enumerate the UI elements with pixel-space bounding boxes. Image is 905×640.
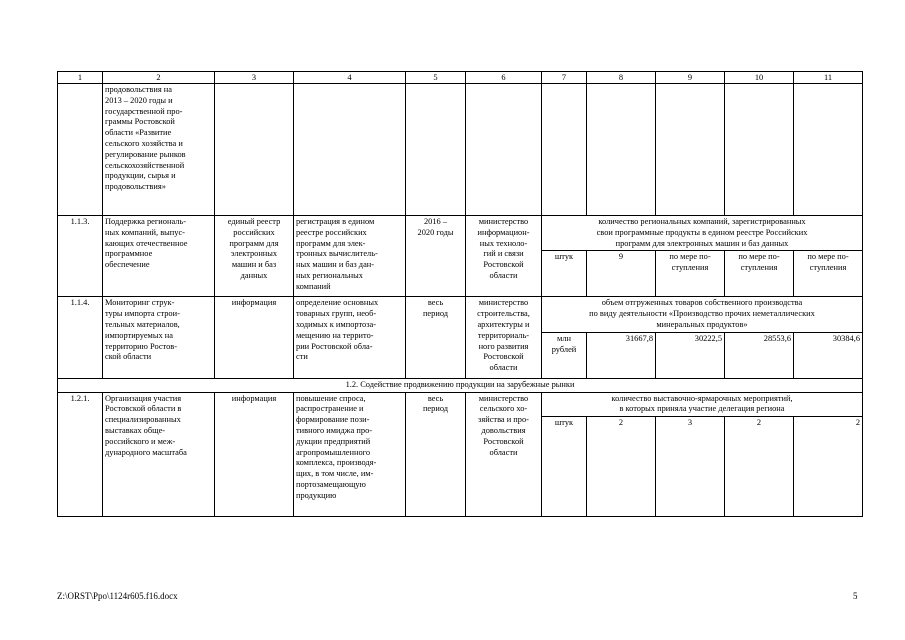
col-number-7: 7 <box>542 72 587 84</box>
indicator-name: количество выставочно-ярмарочных мероприятий, в которых приняла участие делегация региона <box>542 392 863 417</box>
continuation-text: продовольствия на 2013 – 2020 годы и государственной про- граммы Ростовской области «Развитие сельского хозяйства и регулирование рынков сельскохозяйственной продукции, сырья и продовольствия» <box>103 84 215 216</box>
col-number-11: 11 <box>794 72 863 84</box>
responsible: министерство строительства, архитектуры и территориаль- ного развития Ростовской области <box>466 297 542 378</box>
measure-name: Мониторинг струк- туры импорта строи- тельных материалов, импортируемых на территорию Ростов- ской области <box>103 297 215 378</box>
value-col-8: 9 <box>587 251 656 297</box>
measure-form: информация <box>215 297 294 378</box>
expected-result: регистрация в едином реестре российских программ для элек- тронных вычислитель- ных машин и баз дан- ных региональных компаний <box>294 216 406 297</box>
value-col-9: 30222,5 <box>656 332 725 378</box>
value-col-10: по мере по- ступления <box>725 251 794 297</box>
measure-form: единый реестр российских программ для электронных машин и баз данных <box>215 216 294 297</box>
value-col-11: по мере по- ступления <box>794 251 863 297</box>
measure-name: Поддержка региональ- ных компаний, выпус- кающих отечественное программное обеспечение <box>103 216 215 297</box>
period: 2016 – 2020 годы <box>406 216 466 297</box>
row-number: 1.2.1. <box>58 392 103 517</box>
col-number-6: 6 <box>466 72 542 84</box>
col-number-5: 5 <box>406 72 466 84</box>
row-number: 1.1.3. <box>58 216 103 297</box>
value-col-11: 2 <box>794 417 863 517</box>
section-title: 1.2. Содействие продвижению продукции на зарубежные рынки <box>58 378 863 392</box>
measure-form: информация <box>215 392 294 517</box>
program-table <box>57 71 863 517</box>
expected-result: повышение спроса, распространение и формирование пози- тивного имиджа про- дукции предприятий агропромышленного комплекса, производя- щих, в том числе, им- портозамещающую продукцию <box>294 392 406 517</box>
unit: млн рублей <box>542 332 587 378</box>
responsible: министерство информацион- ных техноло- гий и связи Ростовской области <box>466 216 542 297</box>
section-row <box>58 378 863 392</box>
indicator-name: объем отгруженных товаров собственного производства по виду деятельности «Производство прочих неметаллических минеральных продуктов» <box>542 297 863 332</box>
table-row-continuation <box>58 84 863 216</box>
unit: штук <box>542 417 587 517</box>
col-number-10: 10 <box>725 72 794 84</box>
value-col-11: 30384,6 <box>794 332 863 378</box>
row-number: 1.1.4. <box>58 297 103 378</box>
document-path: Z:\ORST\Ppo\1124r605.f16.docx <box>57 591 178 601</box>
value-col-10: 28553,6 <box>725 332 794 378</box>
indicator-name: количество региональных компаний, зарегистрированных свои программные продукты в едином реестре Российских программ для электронных машин и баз данных <box>542 216 863 251</box>
expected-result: определение основных товарных групп, необ- ходимых к импортоза- мещению на террито- рии Ростовской обла- сти <box>294 297 406 378</box>
column-number-row <box>58 72 863 84</box>
col-number-3: 3 <box>215 72 294 84</box>
unit: штук <box>542 251 587 297</box>
table-row-1-2-1 <box>58 392 863 417</box>
value-col-10: 2 <box>725 417 794 517</box>
responsible: министерство сельского хо- зяйства и про- довольствия Ростовской области <box>466 392 542 517</box>
value-col-8: 31667,8 <box>587 332 656 378</box>
value-col-8: 2 <box>587 417 656 517</box>
col-number-9: 9 <box>656 72 725 84</box>
page-number: 5 <box>853 591 858 601</box>
measure-name: Организация участия Ростовской области в специализированных выставках обще- российского и меж- дународного масштаба <box>103 392 215 517</box>
table-row-1-1-3 <box>58 216 863 251</box>
col-number-8: 8 <box>587 72 656 84</box>
table-row-1-1-4 <box>58 297 863 332</box>
period: весь период <box>406 392 466 517</box>
col-number-4: 4 <box>294 72 406 84</box>
value-col-9: 3 <box>656 417 725 517</box>
col-number-2: 2 <box>103 72 215 84</box>
value-col-9: по мере по- ступления <box>656 251 725 297</box>
col-number-1: 1 <box>58 72 103 84</box>
period: весь период <box>406 297 466 378</box>
